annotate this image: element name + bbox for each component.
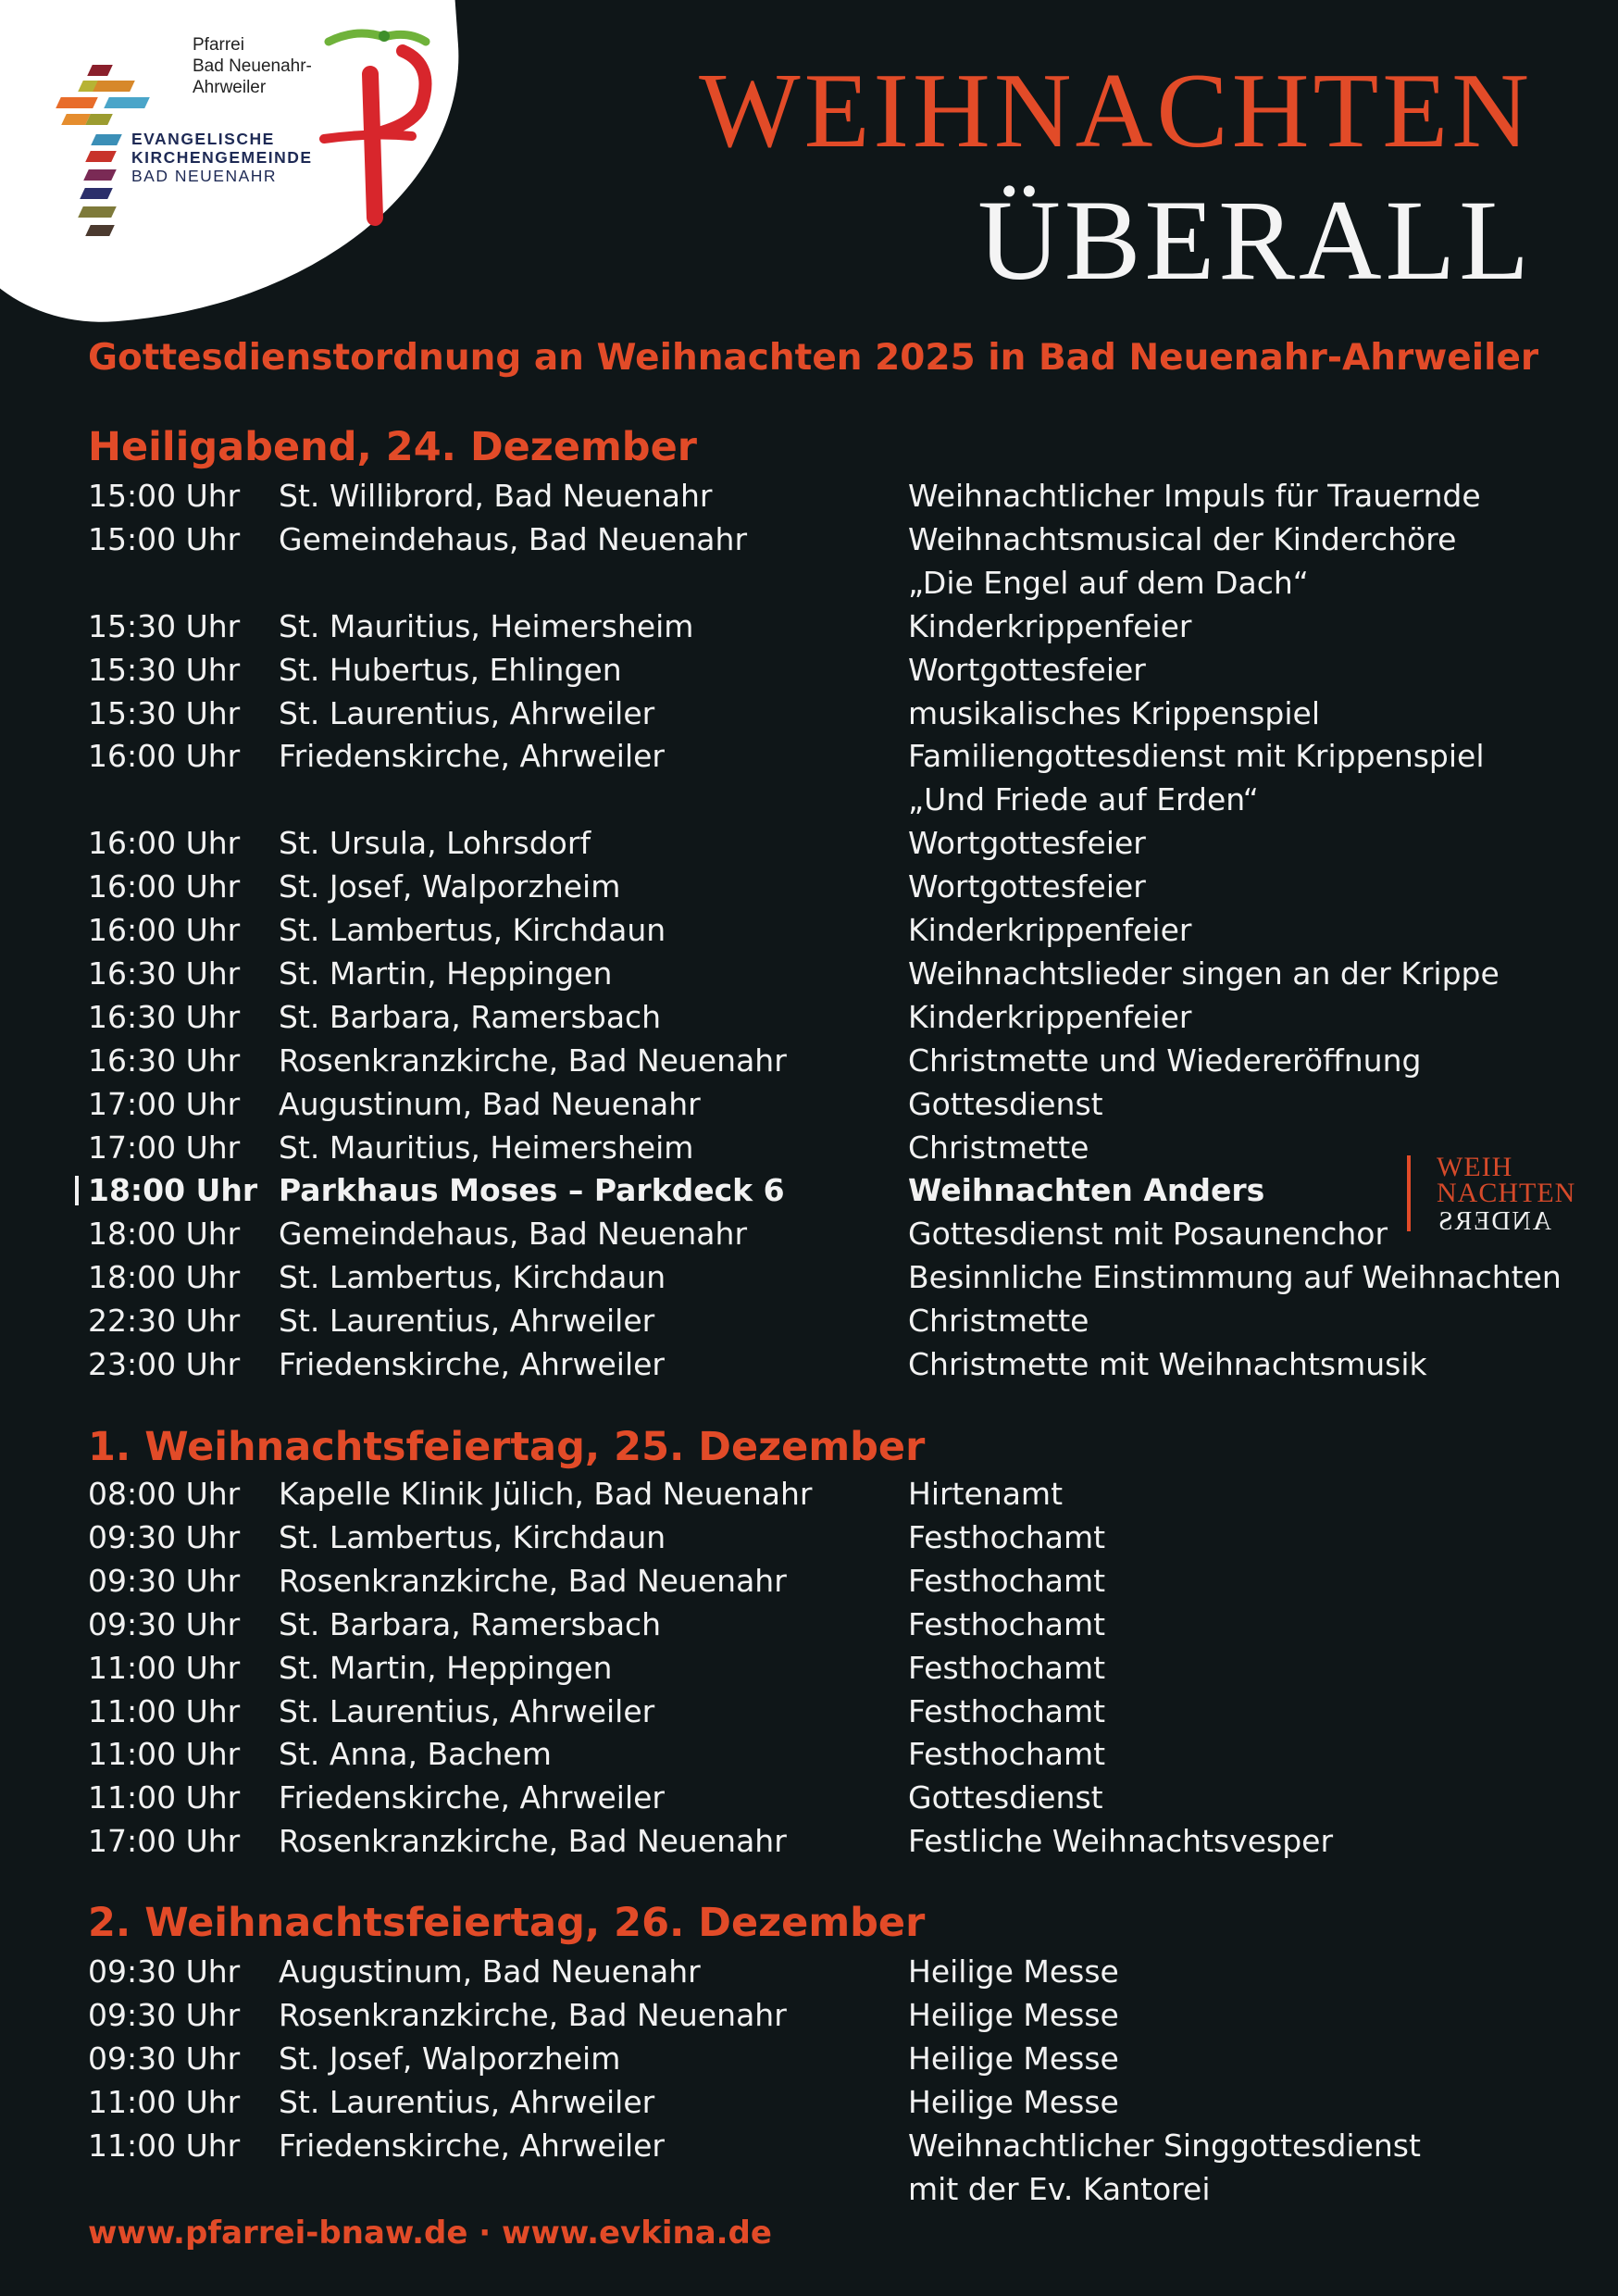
service-time: 08:00 Uhr — [88, 1476, 241, 1512]
service-event: Christmette und Wiedereröffnung — [908, 1042, 1422, 1079]
title-ueberall: ÜBERALL — [977, 177, 1533, 304]
service-time: 11:00 Uhr — [88, 1693, 241, 1729]
service-time: 18:00 Uhr — [88, 1216, 241, 1252]
schedule-row — [88, 1776, 1587, 1819]
service-time: 15:30 Uhr — [88, 652, 241, 688]
service-event: Festhochamt — [908, 1693, 1106, 1729]
service-time: 15:30 Uhr — [88, 608, 241, 644]
schedule-row — [88, 1082, 1587, 1126]
service-time: 16:00 Uhr — [88, 738, 241, 774]
schedule-row — [88, 1299, 1587, 1342]
service-location: St. Anna, Bachem — [279, 1736, 552, 1772]
service-event: Festhochamt — [908, 1519, 1106, 1555]
service-location: St. Laurentius, Ahrweiler — [279, 1693, 655, 1729]
service-event: Weihnachtlicher Singgottesdienst — [908, 2128, 1421, 2164]
service-time: 18:00 Uhr — [88, 1259, 241, 1295]
schedule-row — [88, 1559, 1587, 1603]
schedule-row — [88, 1212, 1587, 1255]
service-location: Rosenkranzkirche, Bad Neuenahr — [279, 1042, 787, 1079]
service-event: Weihnachtslieder singen an der Krippe — [908, 955, 1500, 992]
service-location: St. Laurentius, Ahrweiler — [279, 2084, 655, 2120]
footer-urls: www.pfarrei-bnaw.de · www.evkina.de — [88, 2215, 772, 2252]
ev-line: EVANGELISCHE — [131, 130, 275, 148]
service-location: Parkhaus Moses – Parkdeck 6 — [279, 1172, 785, 1208]
service-location: Augustinum, Bad Neuenahr — [279, 1086, 701, 1122]
ev-line: KIRCHENGEMEINDE — [131, 148, 313, 167]
service-time: 09:30 Uhr — [88, 1606, 241, 1642]
schedule-row — [88, 778, 1587, 821]
service-location: Friedenskirche, Ahrweiler — [279, 738, 665, 774]
service-time: 09:30 Uhr — [88, 1563, 241, 1599]
service-time: 11:00 Uhr — [88, 1650, 241, 1686]
schedule-row — [88, 518, 1587, 561]
schedule-row — [88, 865, 1587, 908]
service-event: Hirtenamt — [908, 1476, 1064, 1512]
service-event: Christmette mit Weihnachtsmusik — [908, 1346, 1427, 1382]
schedule-row — [88, 2124, 1587, 2167]
service-event: Wortgottesfeier — [908, 868, 1146, 905]
service-time: 15:00 Uhr — [88, 478, 241, 514]
service-location: St. Mauritius, Heimersheim — [279, 1129, 694, 1166]
schedule-row — [88, 2167, 1587, 2211]
service-location: St. Willibrord, Bad Neuenahr — [279, 478, 713, 514]
service-location: Augustinum, Bad Neuenahr — [279, 1953, 701, 1990]
service-event: Kinderkrippenfeier — [908, 912, 1192, 948]
service-event: mit der Ev. Kantorei — [908, 2171, 1211, 2207]
section-heading: 2. Weihnachtsfeiertag, 26. Dezember — [88, 1900, 926, 1946]
schedule-row — [88, 1819, 1587, 1863]
service-location: St. Lambertus, Kirchdaun — [279, 1259, 666, 1295]
service-location: Rosenkranzkirche, Bad Neuenahr — [279, 1563, 787, 1599]
schedule-row — [88, 1690, 1587, 1733]
service-time: 16:30 Uhr — [88, 1042, 241, 1079]
schedule-row — [88, 1126, 1587, 1169]
service-location: Friedenskirche, Ahrweiler — [279, 1779, 665, 1816]
service-time: 18:00 Uhr — [88, 1172, 258, 1208]
schedule-row — [88, 1516, 1587, 1559]
anders-logo-bar — [1407, 1155, 1411, 1231]
service-event: Heilige Messe — [908, 2040, 1119, 2077]
service-event: Festliche Weihnachtsvesper — [908, 1823, 1334, 1859]
service-event: Heilige Messe — [908, 1953, 1119, 1990]
service-event: Heilige Messe — [908, 1997, 1119, 2033]
service-time: 15:00 Uhr — [88, 521, 241, 557]
service-event: Gottesdienst mit Posaunenchor — [908, 1216, 1388, 1252]
service-event: Festhochamt — [908, 1736, 1106, 1772]
subtitle: Gottesdienstordnung an Weihnachten 2025 in Bad Neuenahr-Ahrweiler — [88, 337, 1539, 379]
anders-logo-line: NACHTEN — [1437, 1178, 1576, 1208]
schedule-row — [88, 1732, 1587, 1776]
service-location: St. Barbara, Ramersbach — [279, 999, 662, 1035]
weihnachten-anders-logo — [1407, 1152, 1618, 1239]
section-heading: Heiligabend, 24. Dezember — [88, 424, 697, 470]
service-time: 22:30 Uhr — [88, 1303, 241, 1339]
service-time: 11:00 Uhr — [88, 1736, 241, 1772]
service-time: 16:00 Uhr — [88, 912, 241, 948]
pfarrei-line: Ahrweiler — [193, 78, 267, 97]
service-event: Weihnachten Anders — [908, 1172, 1265, 1208]
pfarrei-line: Pfarrei — [193, 35, 244, 55]
service-event: Wortgottesfeier — [908, 652, 1146, 688]
parish-logo — [51, 23, 458, 245]
service-event: „Und Friede auf Erden“ — [908, 781, 1259, 817]
schedule-row — [88, 1603, 1587, 1646]
schedule-row — [88, 648, 1587, 692]
service-event: Gottesdienst — [908, 1086, 1103, 1122]
schedule-row — [88, 1950, 1587, 1993]
service-event: Christmette — [908, 1303, 1089, 1339]
schedule-row — [88, 2080, 1587, 2124]
schedule-row — [88, 995, 1587, 1039]
service-event: musikalisches Krippenspiel — [908, 695, 1321, 731]
schedule-row — [88, 908, 1587, 952]
service-time: 17:00 Uhr — [88, 1086, 241, 1122]
service-location: St. Barbara, Ramersbach — [279, 1606, 662, 1642]
schedule-row — [88, 734, 1587, 778]
schedule-row — [88, 952, 1587, 995]
service-time: 16:30 Uhr — [88, 955, 241, 992]
service-event: Kinderkrippenfeier — [908, 999, 1192, 1035]
service-time: 09:30 Uhr — [88, 2040, 241, 2077]
service-time: 23:00 Uhr — [88, 1346, 241, 1382]
service-time: 09:30 Uhr — [88, 1519, 241, 1555]
service-event: „Die Engel auf dem Dach“ — [908, 565, 1309, 601]
service-event: Weihnachtsmusical der Kinderchöre — [908, 521, 1457, 557]
service-location: St. Martin, Heppingen — [279, 1650, 613, 1686]
service-location: St. Martin, Heppingen — [279, 955, 613, 992]
service-time: 16:30 Uhr — [88, 999, 241, 1035]
service-location: St. Ursula, Lohrsdorf — [279, 825, 591, 861]
service-time: 09:30 Uhr — [88, 1953, 241, 1990]
service-location: Friedenskirche, Ahrweiler — [279, 1346, 665, 1382]
schedule-row — [88, 1255, 1587, 1299]
schedule-row — [88, 1993, 1587, 2037]
schedule-row — [88, 692, 1587, 735]
service-location: Rosenkranzkirche, Bad Neuenahr — [279, 1823, 787, 1859]
ev-line: BAD NEUENAHR — [131, 167, 278, 185]
service-location: Rosenkranzkirche, Bad Neuenahr — [279, 1997, 787, 2033]
schedule-row — [88, 1168, 1587, 1212]
service-event: Festhochamt — [908, 1563, 1106, 1599]
service-event: Heilige Messe — [908, 2084, 1119, 2120]
anders-logo-mirrored: ANDERS — [1437, 1207, 1552, 1236]
schedule-row — [88, 1342, 1587, 1386]
service-time: 16:00 Uhr — [88, 825, 241, 861]
service-location: St. Josef, Walporzheim — [279, 2040, 621, 2077]
schedule-row — [88, 821, 1587, 865]
service-event: Familiengottesdienst mit Krippenspiel — [908, 738, 1485, 774]
service-event: Kinderkrippenfeier — [908, 608, 1192, 644]
service-location: St. Hubertus, Ehlingen — [279, 652, 622, 688]
title-weihnachten: WEIHNACHTEN — [699, 52, 1533, 170]
service-time: 17:00 Uhr — [88, 1823, 241, 1859]
service-event: Gottesdienst — [908, 1779, 1103, 1816]
service-event: Besinnliche Einstimmung auf Weihnachten — [908, 1259, 1562, 1295]
service-time: 17:00 Uhr — [88, 1129, 241, 1166]
schedule-row — [88, 1472, 1587, 1516]
service-event: Festhochamt — [908, 1650, 1106, 1686]
service-time: 16:00 Uhr — [88, 868, 241, 905]
schedule-row — [88, 1646, 1587, 1690]
service-event: Weihnachtlicher Impuls für Trauernde — [908, 478, 1481, 514]
schedule-row — [88, 2037, 1587, 2080]
service-location: St. Mauritius, Heimersheim — [279, 608, 694, 644]
service-time: 11:00 Uhr — [88, 2128, 241, 2164]
service-location: St. Laurentius, Ahrweiler — [279, 1303, 655, 1339]
service-time: 09:30 Uhr — [88, 1997, 241, 2033]
service-location: St. Lambertus, Kirchdaun — [279, 1519, 666, 1555]
service-location: St. Lambertus, Kirchdaun — [279, 912, 666, 948]
schedule-row — [88, 1039, 1587, 1082]
service-location: St. Laurentius, Ahrweiler — [279, 695, 655, 731]
service-location: St. Josef, Walporzheim — [279, 868, 621, 905]
service-time: 11:00 Uhr — [88, 1779, 241, 1816]
service-event: Wortgottesfeier — [908, 825, 1146, 861]
schedule-row — [88, 474, 1587, 518]
cross-emblem — [273, 23, 458, 236]
service-location: Gemeindehaus, Bad Neuenahr — [279, 1216, 748, 1252]
pfarrei-line: Bad Neuenahr- — [193, 56, 312, 76]
service-location: Gemeindehaus, Bad Neuenahr — [279, 521, 748, 557]
service-location: Friedenskirche, Ahrweiler — [279, 2128, 665, 2164]
section-heading: 1. Weihnachtsfeiertag, 25. Dezember — [88, 1424, 926, 1470]
service-time: 15:30 Uhr — [88, 695, 241, 731]
service-event: Christmette — [908, 1129, 1089, 1166]
schedule-row — [88, 605, 1587, 648]
service-location: Kapelle Klinik Jülich, Bad Neuenahr — [279, 1476, 813, 1512]
service-time: 11:00 Uhr — [88, 2084, 241, 2120]
schedule-row — [88, 561, 1587, 605]
service-event: Festhochamt — [908, 1606, 1106, 1642]
anders-logo-line: WEIH — [1437, 1152, 1513, 1182]
